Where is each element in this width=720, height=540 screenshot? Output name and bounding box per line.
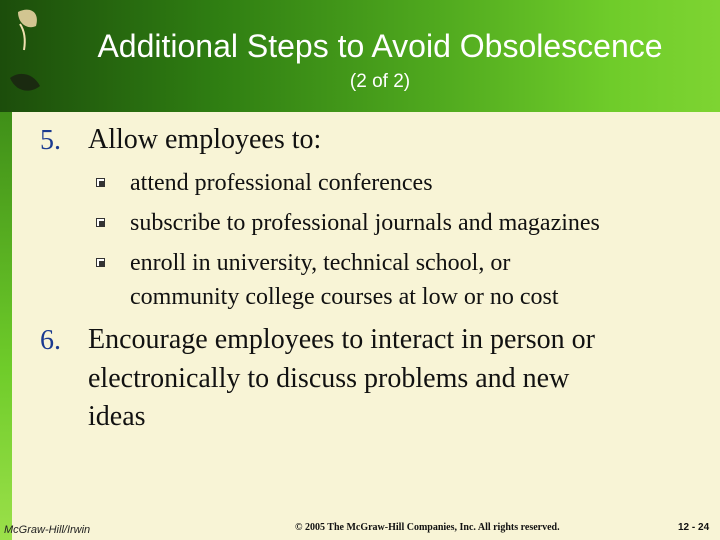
sub-item: enroll in university, technical school, or: [130, 250, 511, 276]
slide-subtitle: (2 of 2): [349, 71, 411, 92]
left-strip: [0, 112, 12, 540]
page-number: 12 - 24: [678, 522, 710, 533]
sub-item: subscribe to professional journals and magazines: [130, 210, 600, 236]
item-text-line: ideas: [88, 401, 146, 432]
item-text-line: Encourage employees to interact in person or: [88, 324, 595, 355]
item-text-line: electronically to discuss problems and new: [88, 363, 570, 394]
square-bullet-icon: [96, 218, 105, 227]
publisher-label: McGraw-Hill/Irwin: [4, 524, 91, 536]
sub-item-continuation: community college courses at low or no cost: [130, 284, 559, 310]
sub-item: attend professional conferences: [130, 170, 433, 196]
item-text: Allow employees to:: [88, 124, 322, 155]
square-bullet-icon: [96, 258, 105, 267]
copyright-notice: © 2005 The McGraw-Hill Companies, Inc. All rights reserved.: [295, 522, 560, 533]
square-bullet-icon: [96, 178, 105, 187]
slide-title: Additional Steps to Avoid Obsolescence: [97, 28, 663, 64]
item-number: 6.: [40, 325, 61, 356]
item-number: 5.: [40, 125, 61, 156]
